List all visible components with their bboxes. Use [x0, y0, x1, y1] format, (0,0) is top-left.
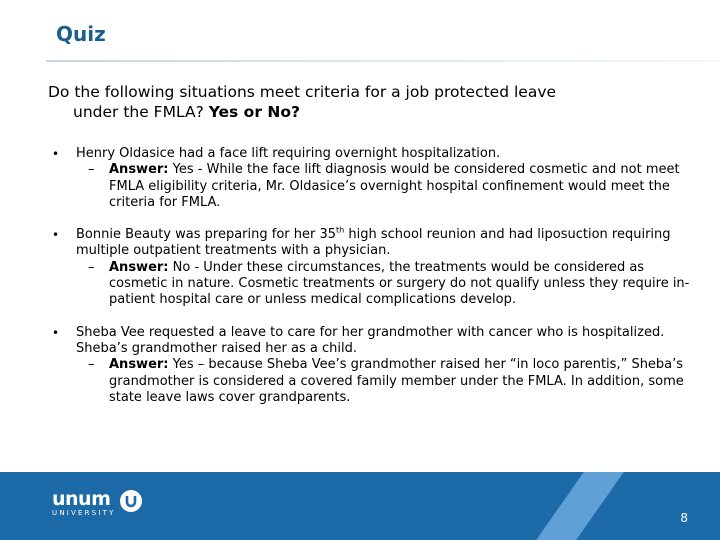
dash-icon: –	[88, 162, 95, 178]
quiz-scenario: Sheba Vee requested a leave to care for her grandmother with cancer who is hospitalized. Sheba’s grandmother raised her as a child.	[76, 324, 665, 356]
bullet-icon: •	[52, 325, 60, 340]
dash-icon: –	[88, 259, 95, 275]
answer-text: Yes - While the face lift diagnosis would be considered cosmetic and not meet FMLA eligibility criteria, Mr. Oldasice’s overnight hospital confinement would meet the criteria for FMLA.	[109, 162, 680, 210]
answer-label: Answer:	[109, 357, 169, 373]
yes-or-no-emphasis: Yes or No?	[208, 103, 300, 121]
answer-label: Answer:	[109, 162, 169, 178]
logo-u-badge-icon	[120, 490, 142, 512]
footer-bar	[0, 472, 720, 540]
logo-subtitle: UNIVERSITY	[52, 509, 116, 517]
quiz-scenario: Bonnie Beauty was preparing for her 35th high school reunion and had liposuction requiring multiple outpatient treatments with a physician.	[76, 225, 671, 259]
intro-line-1: Do the following situations meet criteria for a job protected leave	[48, 83, 557, 101]
quiz-answer	[76, 357, 690, 406]
answer-label: Answer:	[109, 259, 169, 275]
unum-university-logo	[52, 490, 142, 517]
intro-question	[48, 82, 688, 122]
quiz-item	[50, 325, 690, 406]
dash-icon: –	[88, 357, 95, 373]
answer-text: No - Under these circumstances, the treatments would be considered as cosmetic in nature. Cosmetic treatments or surgery do not qualify unless they require in-patient hospital care or unless medical complications develop.	[109, 259, 690, 308]
intro-line-2: under the FMLA? Yes or No?	[73, 103, 300, 121]
footer-accent-stripe	[536, 472, 624, 540]
bullet-icon: •	[52, 147, 60, 161]
quiz-answer	[76, 260, 690, 309]
title-divider	[46, 60, 720, 62]
answer-text: Yes – because Sheba Vee’s grandmother raised her “in loco parentis,” Sheba’s grandmother is considered a covered family member under the FMLA. In addition, some state leave laws cover grandparents.	[109, 357, 684, 405]
quiz-items	[50, 146, 690, 422]
quiz-item	[50, 227, 690, 308]
page-number: 8	[680, 511, 688, 525]
quiz-scenario: Henry Oldasice had a face lift requiring overnight hospitalization.	[76, 146, 501, 161]
quiz-answer	[76, 162, 690, 211]
logo-wordmark: unum	[52, 488, 111, 510]
slide-title: Quiz	[56, 22, 106, 46]
quiz-item	[50, 146, 690, 211]
bullet-icon: •	[52, 228, 60, 243]
